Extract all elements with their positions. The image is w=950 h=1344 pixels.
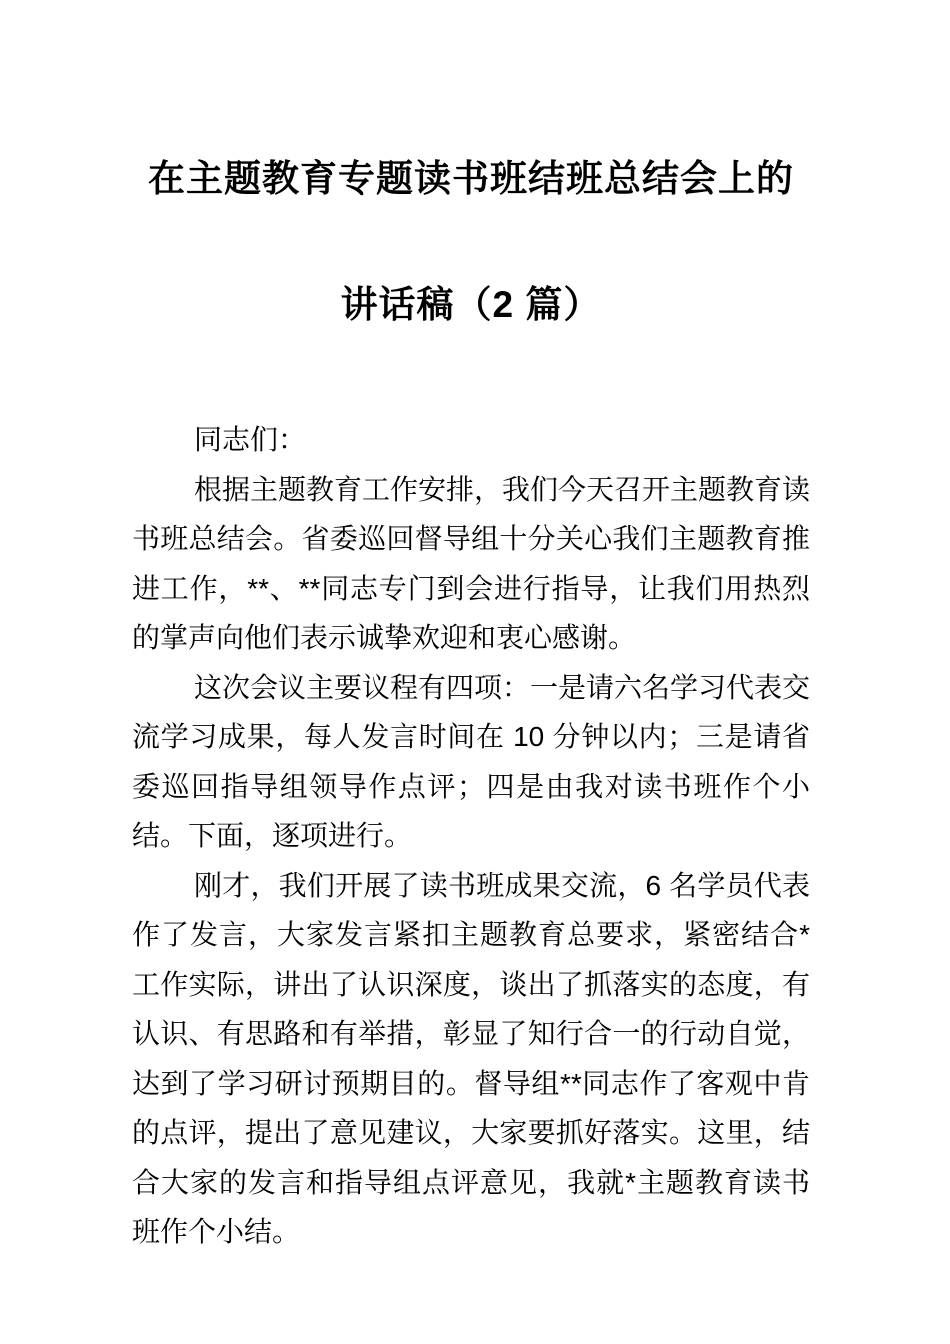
paragraph-salutation: 同志们：	[194, 424, 307, 455]
paragraph: 根据主题教育工作安排，我们今天召开主题教育读书班总结会。省委巡回督导组十分关心我们主题教育推进工作，**、**同志专门到会进行指导，让我们用热烈的掌声向他们表示诚挚欢迎和衷心感谢。	[132, 473, 811, 653]
document-title: 在主题教育专题读书班结班总结会上的讲话稿（2 篇）	[148, 158, 794, 325]
paragraph: 刚才，我们开展了读书班成果交流，6 名学员代表作了发言，大家发言紧扣主题教育总要求，紧密结合*工作实际，讲出了认识深度，谈出了抓落实的态度，有认识、有思路和有举措，彰显了知行合一的行动自觉，达到了学习研讨预期目的。督导组**同志作了客观中肯的点评，提出了意见建议，大家要抓好落实。这里，结合大家的发言和指导组点评意见，我就*主题教育读书班作个小结。	[132, 869, 810, 1247]
document-body	[132, 415, 810, 1257]
paragraph: 这次会议主要议程有四项：一是请六名学习代表交流学习成果，每人发言时间在 10 分钟以内；三是请省委巡回指导组领导作点评；四是由我对读书班作个小结。下面，逐项进行。	[132, 671, 811, 851]
